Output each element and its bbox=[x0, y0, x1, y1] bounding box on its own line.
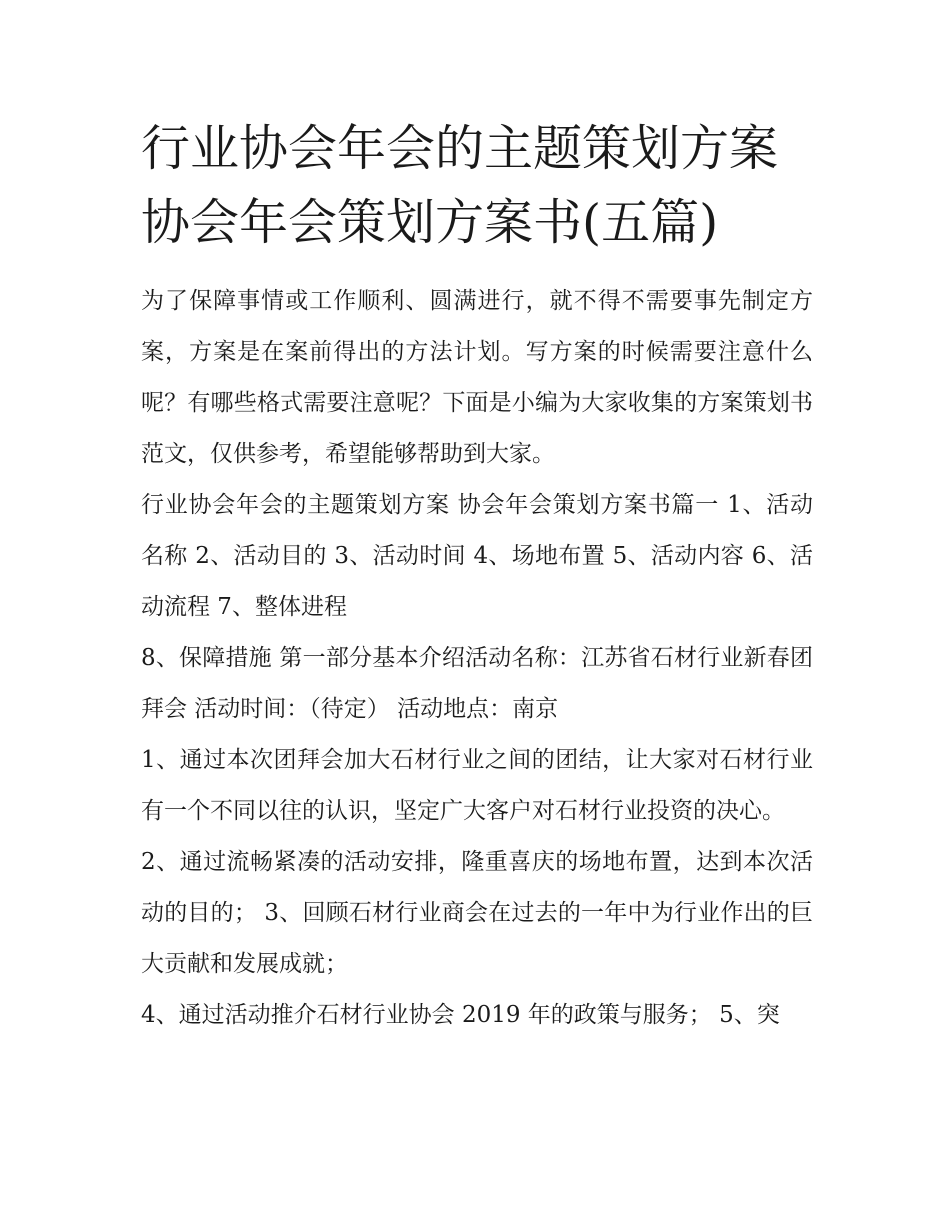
title-line-2: 协会年会策划方案书(五篇) bbox=[141, 194, 719, 251]
paragraph-purpose-1: 1、通过本次团拜会加大石材行业之间的团结，让大家对石材行业有一个不同以往的认识，坚定广大客户对石材行业投资的决心。 bbox=[141, 747, 813, 824]
title-line-1: 行业协会年会的主题策划方案 bbox=[141, 120, 779, 177]
paragraph-basic-info: 8、保障措施 第一部分基本介绍活动名称：江苏省石材行业新春团拜会 活动时间：（待定） 活动地点：南京 bbox=[141, 645, 813, 722]
paragraph-outline: 行业协会年会的主题策划方案 协会年会策划方案书篇一 1、活动名称 2、活动目的 3、活动时间 4、场地布置 5、活动内容 6、活动流程 7、整体进程 bbox=[141, 492, 813, 620]
paragraph-intro: 为了保障事情或工作顺利、圆满进行，就不得不需要事先制定方案，方案是在案前得出的方法计划。写方案的时候需要注意什么呢？有哪些格式需要注意呢？下面是小编为大家收集的方案策划书范文，仅供参考，希望能够帮助到大家。 bbox=[141, 288, 813, 467]
paragraph-purpose-2-3: 2、通过流畅紧凑的活动安排，隆重喜庆的场地布置，达到本次活动的目的； 3、回顾石材行业商会在过去的一年中为行业作出的巨大贡献和发展成就； bbox=[141, 849, 813, 977]
document-body bbox=[141, 112, 813, 1041]
document-title bbox=[141, 112, 813, 260]
paragraph-purpose-4-5: 4、通过活动推介石材行业协会 2019 年的政策与服务； 5、突 bbox=[141, 1002, 780, 1028]
